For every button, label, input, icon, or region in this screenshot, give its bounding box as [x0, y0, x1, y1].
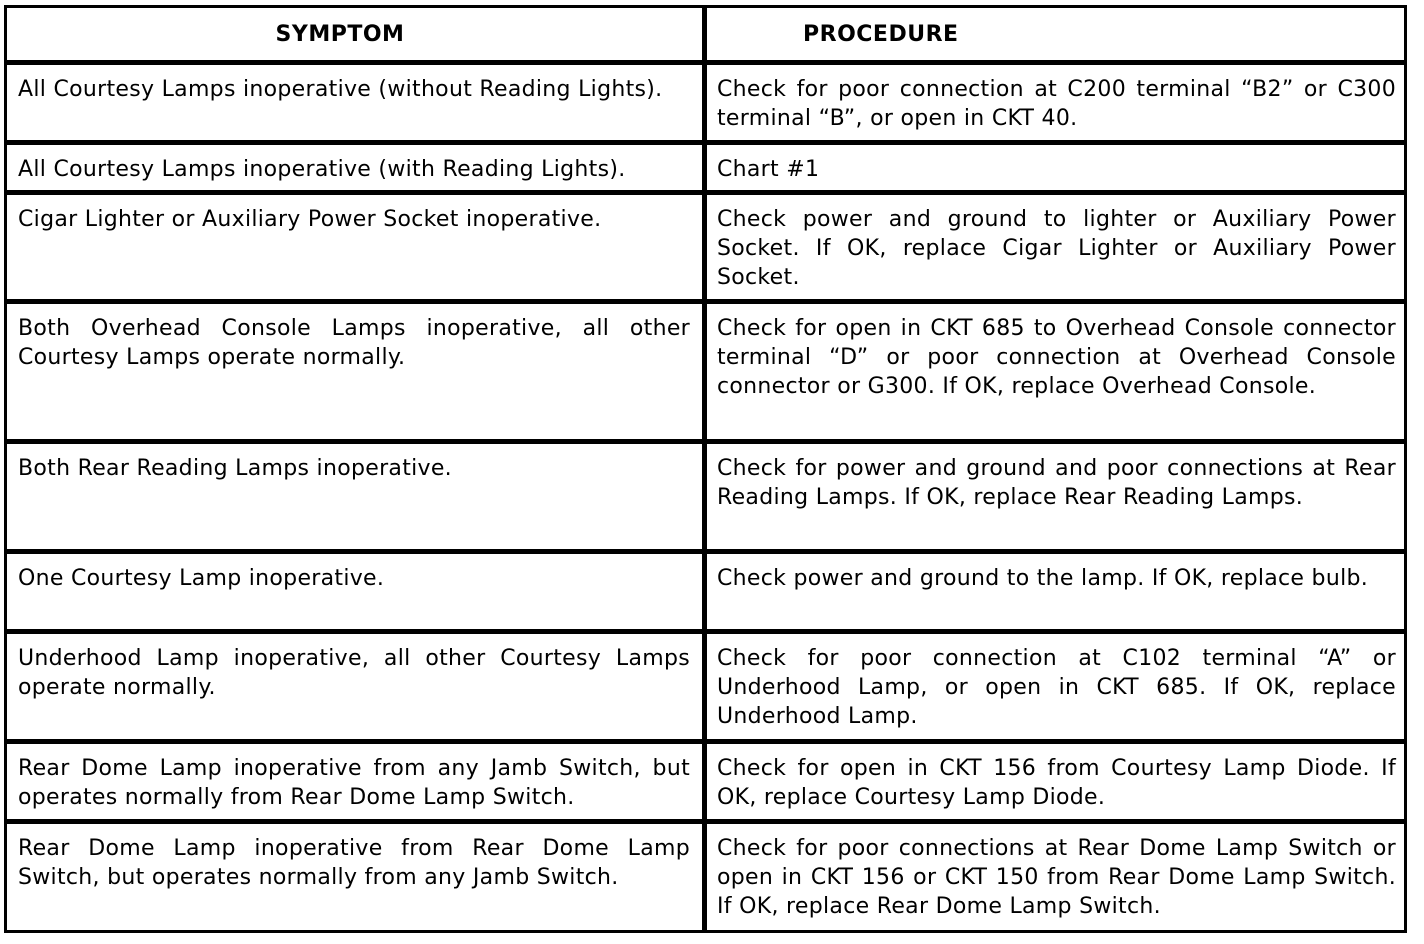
symptom-cell: Underhood Lamp inoperative, all other Courtesy Lamps operate normally. — [7, 634, 707, 744]
procedure-cell: Check for open in CKT 685 to Overhead Console connector terminal “D” or poor connection at Overhead Console connector or G300. If OK, replace Overhead Console. — [707, 304, 1404, 444]
procedure-cell: Check for poor connections at Rear Dome Lamp Switch or open in CKT 156 or CKT 150 from Rear Dome Lamp Switch. If OK, replace Rear Dome Lamp Switch. — [717, 836, 1396, 919]
symptom-cell: Rear Dome Lamp inoperative from any Jamb Switch, but operates normally from Rear Dome Lamp Switch. — [7, 744, 707, 824]
symptom-cell: Cigar Lighter or Auxiliary Power Socket inoperative. — [7, 195, 707, 304]
header-symptom: SYMPTOM — [7, 8, 707, 65]
procedure-cell: Check power and ground to the lamp. If OK, replace bulb. — [707, 554, 1404, 634]
procedure-cell: Check power and ground to lighter or Auxiliary Power Socket. If OK, replace Cigar Lighter or Auxiliary Power Socket. — [707, 195, 1404, 304]
symptom-cell: Rear Dome Lamp inoperative from Rear Dome Lamp Switch, but operates normally from any Jamb Switch. — [7, 824, 707, 930]
symptom-cell: Both Rear Reading Lamps inoperative. — [7, 444, 707, 554]
procedure-cell: Check for poor connection at C200 terminal “B2” or C300 terminal “B”, or open in CKT 40. — [707, 65, 1404, 145]
procedure-cell-chart-ref: Chart #1 — [707, 145, 1404, 195]
procedure-cell: Check for power and ground and poor connections at Rear Reading Lamps. If OK, replace Rear Reading Lamps. — [707, 444, 1404, 554]
procedure-cell: Check for poor connection at C102 terminal “A” or Underhood Lamp, or open in CKT 685. If OK, replace Underhood Lamp. — [707, 634, 1404, 744]
symptom-cell: All Courtesy Lamps inoperative (without Reading Lights). — [7, 65, 707, 145]
header-procedure: PROCEDURE — [707, 8, 1404, 65]
procedure-cell: Check for open in CKT 156 from Courtesy Lamp Diode. If OK, replace Courtesy Lamp Diode. — [707, 744, 1404, 824]
symptom-cell: One Courtesy Lamp inoperative. — [7, 554, 707, 634]
symptom-cell: All Courtesy Lamps inoperative (with Reading Lights). — [7, 145, 707, 195]
symptom-cell: Both Overhead Console Lamps inoperative, all other Courtesy Lamps operate normally. — [7, 304, 707, 444]
symptom-procedure-table — [4, 5, 1407, 933]
